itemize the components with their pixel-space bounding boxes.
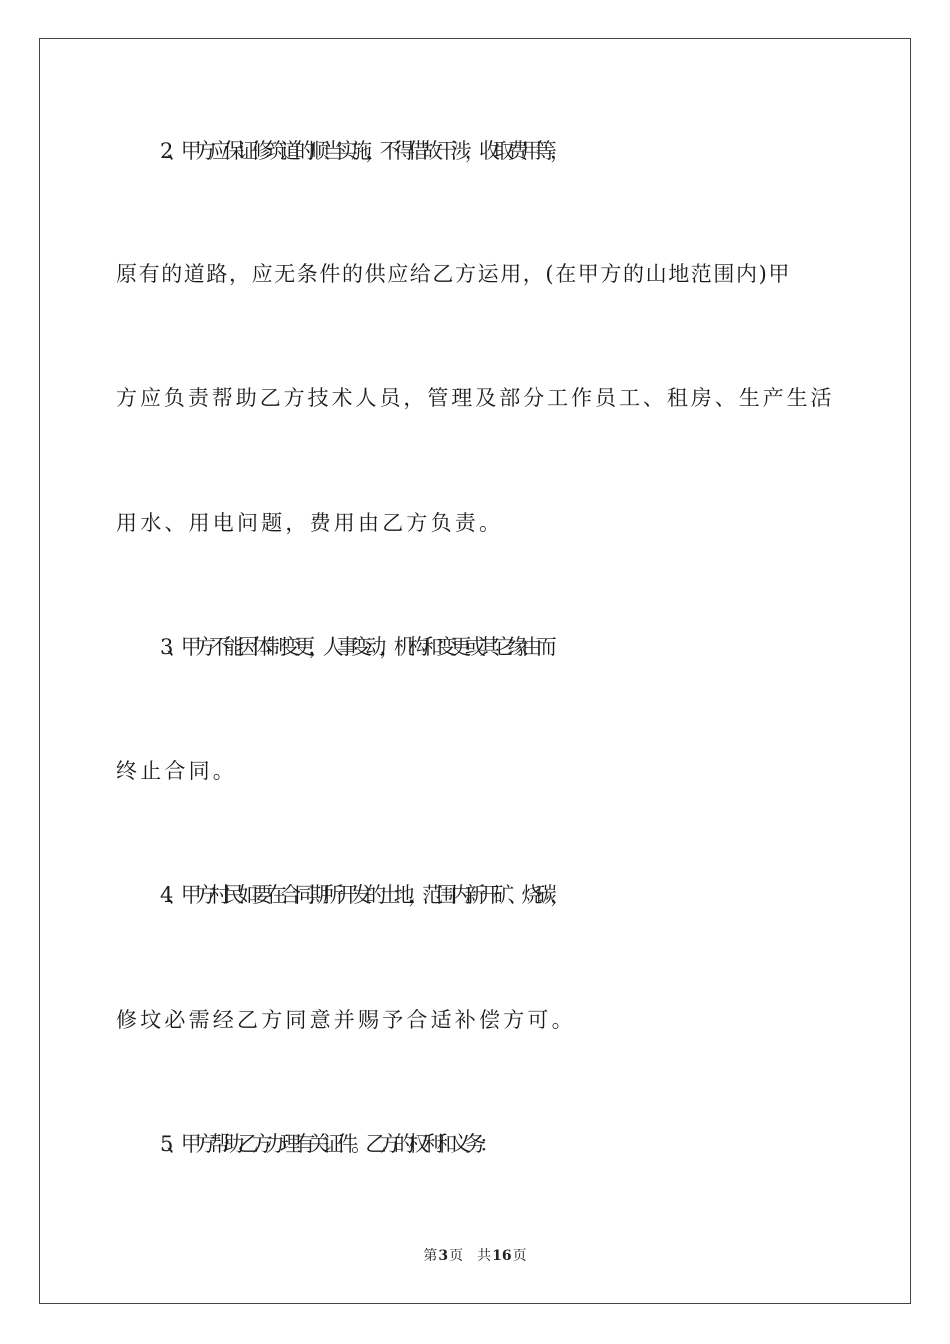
paragraph-2-line-1: 2、甲方应保证修筑道的顺当实施，不得借故干涉，收取费用等， [160, 139, 565, 163]
page-prefix: 第 [423, 1248, 438, 1264]
page-current: 3 [438, 1248, 449, 1264]
paragraph-2-line-4: 用水、用电问题，费用由乙方负责。 [116, 511, 504, 535]
paragraph-4-line-1: 4、甲方村民如要在合同期所开发的土地，范围内新开矿、烧碳， [160, 883, 565, 907]
paragraph-5-line-1: 5、甲方帮助乙方办理有关证件。乙方的权利和义务： [160, 1132, 494, 1156]
page-total: 16 [492, 1248, 512, 1264]
paragraph-4-line-2: 修坟必需经乙方同意并赐予合适补偿方可。 [116, 1008, 576, 1032]
paragraph-2-line-3: 方应负责帮助乙方技术人员，管理及部分工作员工、租房、生产生活 [116, 386, 835, 410]
paragraph-2-line-2: 原有的道路，应无条件的供应给乙方运用，(在甲方的山地范围内)甲 [116, 262, 791, 286]
page-unit: 页 [449, 1248, 464, 1264]
paragraph-3-line-2: 终止合同。 [116, 759, 237, 783]
total-unit: 页 [512, 1248, 527, 1264]
paragraph-3-line-1: 3、甲方不能因体制变更，人事变动，机构和变更或其它缘由而 [160, 635, 550, 659]
page-border [39, 38, 911, 1304]
total-prefix: 共 [477, 1248, 492, 1264]
page-footer [0, 1246, 950, 1266]
